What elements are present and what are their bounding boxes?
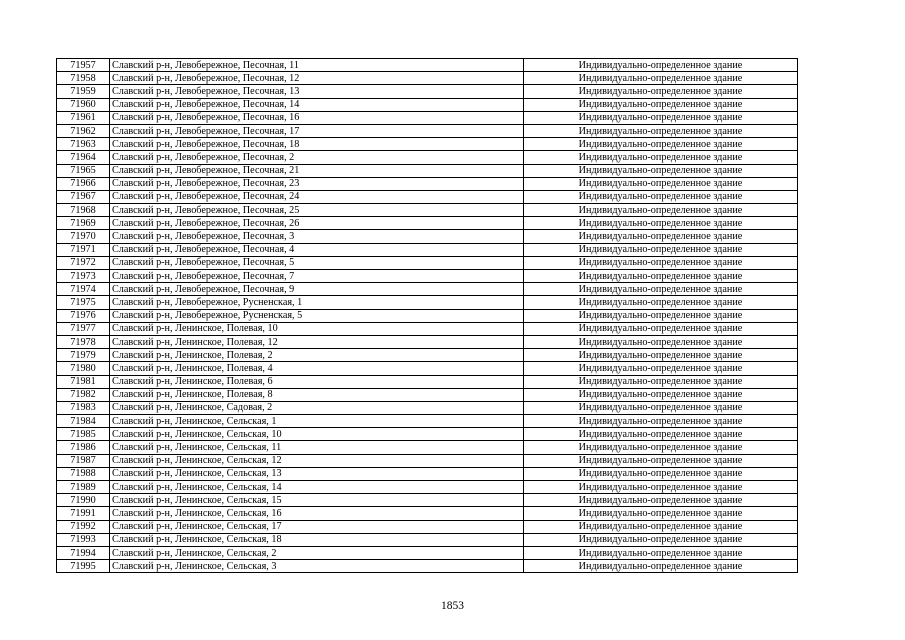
record-id-cell: 71992: [57, 520, 110, 533]
table-row: [57, 362, 798, 375]
record-id-cell: 71991: [57, 507, 110, 520]
object-type-cell: Индивидуально-определенное здание: [524, 243, 798, 256]
table-row: [57, 243, 798, 256]
table-row: [57, 454, 798, 467]
object-type-cell: Индивидуально-определенное здание: [524, 335, 798, 348]
object-type-cell: Индивидуально-определенное здание: [524, 401, 798, 414]
object-type-cell: Индивидуально-определенное здание: [524, 296, 798, 309]
record-id-cell: 71970: [57, 230, 110, 243]
address-cell: Славский р-н, Левобережное, Песочная, 14: [110, 98, 524, 111]
object-type-cell: Индивидуально-определенное здание: [524, 59, 798, 72]
address-cell: Славский р-н, Ленинское, Полевая, 12: [110, 335, 524, 348]
address-cell: Славский р-н, Левобережное, Песочная, 25: [110, 204, 524, 217]
object-type-cell: Индивидуально-определенное здание: [524, 98, 798, 111]
record-id-cell: 71971: [57, 243, 110, 256]
object-type-cell: Индивидуально-определенное здание: [524, 124, 798, 137]
table-row: [57, 230, 798, 243]
record-id-cell: 71967: [57, 190, 110, 203]
table-row: [57, 507, 798, 520]
table-row: [57, 283, 798, 296]
page-number: 1853: [441, 600, 464, 612]
object-type-cell: Индивидуально-определенное здание: [524, 72, 798, 85]
table-row: [57, 441, 798, 454]
table-row: [57, 177, 798, 190]
object-type-cell: Индивидуально-определенное здание: [524, 441, 798, 454]
address-cell: Славский р-н, Левобережное, Песочная, 2: [110, 151, 524, 164]
address-cell: Славский р-н, Ленинское, Сельская, 17: [110, 520, 524, 533]
address-cell: Славский р-н, Ленинское, Сельская, 13: [110, 467, 524, 480]
record-id-cell: 71961: [57, 111, 110, 124]
object-type-cell: Индивидуально-определенное здание: [524, 283, 798, 296]
table-row: [57, 190, 798, 203]
table-row: [57, 59, 798, 72]
address-cell: Славский р-н, Ленинское, Полевая, 4: [110, 362, 524, 375]
address-cell: Славский р-н, Ленинское, Сельская, 1: [110, 415, 524, 428]
address-cell: Славский р-н, Левобережное, Русненская, 5: [110, 309, 524, 322]
address-cell: Славский р-н, Ленинское, Сельская, 15: [110, 494, 524, 507]
property-register-table: [56, 58, 798, 573]
object-type-cell: Индивидуально-определенное здание: [524, 560, 798, 573]
address-cell: Славский р-н, Левобережное, Песочная, 18: [110, 138, 524, 151]
table-row: [57, 296, 798, 309]
table-row: [57, 533, 798, 546]
object-type-cell: Индивидуально-определенное здание: [524, 494, 798, 507]
table-row: [57, 85, 798, 98]
address-cell: Славский р-н, Левобережное, Песочная, 23: [110, 177, 524, 190]
object-type-cell: Индивидуально-определенное здание: [524, 467, 798, 480]
table-row: [57, 546, 798, 559]
address-cell: Славский р-н, Ленинское, Сельская, 18: [110, 533, 524, 546]
record-id-cell: 71993: [57, 533, 110, 546]
record-id-cell: 71958: [57, 72, 110, 85]
table-row: [57, 415, 798, 428]
object-type-cell: Индивидуально-определенное здание: [524, 164, 798, 177]
address-cell: Славский р-н, Левобережное, Песочная, 16: [110, 111, 524, 124]
address-cell: Славский р-н, Левобережное, Песочная, 12: [110, 72, 524, 85]
record-id-cell: 71984: [57, 415, 110, 428]
table-row: [57, 467, 798, 480]
table-row: [57, 256, 798, 269]
object-type-cell: Индивидуально-определенное здание: [524, 309, 798, 322]
table-row: [57, 388, 798, 401]
address-cell: Славский р-н, Ленинское, Сельская, 11: [110, 441, 524, 454]
object-type-cell: Индивидуально-определенное здание: [524, 481, 798, 494]
record-id-cell: 71985: [57, 428, 110, 441]
address-cell: Славский р-н, Левобережное, Русненская, 1: [110, 296, 524, 309]
address-cell: Славский р-н, Левобережное, Песочная, 11: [110, 59, 524, 72]
table-row: [57, 520, 798, 533]
table-row: [57, 349, 798, 362]
record-id-cell: 71964: [57, 151, 110, 164]
table-row: [57, 98, 798, 111]
record-id-cell: 71975: [57, 296, 110, 309]
object-type-cell: Индивидуально-определенное здание: [524, 349, 798, 362]
record-id-cell: 71969: [57, 217, 110, 230]
record-id-cell: 71995: [57, 560, 110, 573]
address-cell: Славский р-н, Ленинское, Сельская, 10: [110, 428, 524, 441]
object-type-cell: Индивидуально-определенное здание: [524, 85, 798, 98]
address-cell: Славский р-н, Левобережное, Песочная, 4: [110, 243, 524, 256]
record-id-cell: 71965: [57, 164, 110, 177]
record-id-cell: 71976: [57, 309, 110, 322]
object-type-cell: Индивидуально-определенное здание: [524, 546, 798, 559]
object-type-cell: Индивидуально-определенное здание: [524, 322, 798, 335]
record-id-cell: 71982: [57, 388, 110, 401]
table-row: [57, 72, 798, 85]
record-id-cell: 71986: [57, 441, 110, 454]
address-cell: Славский р-н, Левобережное, Песочная, 21: [110, 164, 524, 177]
address-cell: Славский р-н, Левобережное, Песочная, 24: [110, 190, 524, 203]
address-cell: Славский р-н, Ленинское, Сельская, 14: [110, 481, 524, 494]
address-cell: Славский р-н, Левобережное, Песочная, 5: [110, 256, 524, 269]
object-type-cell: Индивидуально-определенное здание: [524, 375, 798, 388]
address-cell: Славский р-н, Ленинское, Сельская, 16: [110, 507, 524, 520]
table-row: [57, 401, 798, 414]
table-row: [57, 270, 798, 283]
record-id-cell: 71966: [57, 177, 110, 190]
address-cell: Славский р-н, Ленинское, Сельская, 2: [110, 546, 524, 559]
record-id-cell: 71959: [57, 85, 110, 98]
record-id-cell: 71983: [57, 401, 110, 414]
table-row: [57, 217, 798, 230]
object-type-cell: Индивидуально-определенное здание: [524, 190, 798, 203]
address-cell: Славский р-н, Левобережное, Песочная, 9: [110, 283, 524, 296]
table-row: [57, 494, 798, 507]
record-id-cell: 71981: [57, 375, 110, 388]
object-type-cell: Индивидуально-определенное здание: [524, 520, 798, 533]
record-id-cell: 71957: [57, 59, 110, 72]
address-cell: Славский р-н, Ленинское, Полевая, 10: [110, 322, 524, 335]
object-type-cell: Индивидуально-определенное здание: [524, 217, 798, 230]
object-type-cell: Индивидуально-определенное здание: [524, 415, 798, 428]
record-id-cell: 71960: [57, 98, 110, 111]
object-type-cell: Индивидуально-определенное здание: [524, 388, 798, 401]
address-cell: Славский р-н, Ленинское, Сельская, 12: [110, 454, 524, 467]
table-row: [57, 560, 798, 573]
object-type-cell: Индивидуально-определенное здание: [524, 428, 798, 441]
address-cell: Славский р-н, Левобережное, Песочная, 17: [110, 124, 524, 137]
record-id-cell: 71978: [57, 335, 110, 348]
table-row: [57, 481, 798, 494]
object-type-cell: Индивидуально-определенное здание: [524, 533, 798, 546]
address-cell: Славский р-н, Левобережное, Песочная, 3: [110, 230, 524, 243]
object-type-cell: Индивидуально-определенное здание: [524, 151, 798, 164]
table-row: [57, 111, 798, 124]
table-row: [57, 375, 798, 388]
record-id-cell: 71972: [57, 256, 110, 269]
table-row: [57, 151, 798, 164]
record-id-cell: 71963: [57, 138, 110, 151]
address-cell: Славский р-н, Левобережное, Песочная, 13: [110, 85, 524, 98]
table-row: [57, 309, 798, 322]
object-type-cell: Индивидуально-определенное здание: [524, 507, 798, 520]
record-id-cell: 71994: [57, 546, 110, 559]
object-type-cell: Индивидуально-определенное здание: [524, 230, 798, 243]
property-register-body: [57, 59, 798, 573]
record-id-cell: 71987: [57, 454, 110, 467]
table-row: [57, 138, 798, 151]
record-id-cell: 71990: [57, 494, 110, 507]
record-id-cell: 71988: [57, 467, 110, 480]
table-row: [57, 164, 798, 177]
record-id-cell: 71962: [57, 124, 110, 137]
object-type-cell: Индивидуально-определенное здание: [524, 256, 798, 269]
record-id-cell: 71989: [57, 481, 110, 494]
object-type-cell: Индивидуально-определенное здание: [524, 138, 798, 151]
address-cell: Славский р-н, Ленинское, Полевая, 6: [110, 375, 524, 388]
table-row: [57, 428, 798, 441]
address-cell: Славский р-н, Ленинское, Полевая, 2: [110, 349, 524, 362]
record-id-cell: 71973: [57, 270, 110, 283]
table-row: [57, 124, 798, 137]
record-id-cell: 71979: [57, 349, 110, 362]
record-id-cell: 71968: [57, 204, 110, 217]
record-id-cell: 71974: [57, 283, 110, 296]
record-id-cell: 71980: [57, 362, 110, 375]
table-row: [57, 335, 798, 348]
object-type-cell: Индивидуально-определенное здание: [524, 362, 798, 375]
address-cell: Славский р-н, Ленинское, Садовая, 2: [110, 401, 524, 414]
table-row: [57, 204, 798, 217]
object-type-cell: Индивидуально-определенное здание: [524, 177, 798, 190]
object-type-cell: Индивидуально-определенное здание: [524, 204, 798, 217]
address-cell: Славский р-н, Ленинское, Полевая, 8: [110, 388, 524, 401]
object-type-cell: Индивидуально-определенное здание: [524, 454, 798, 467]
table-row: [57, 322, 798, 335]
address-cell: Славский р-н, Ленинское, Сельская, 3: [110, 560, 524, 573]
address-cell: Славский р-н, Левобережное, Песочная, 26: [110, 217, 524, 230]
object-type-cell: Индивидуально-определенное здание: [524, 111, 798, 124]
record-id-cell: 71977: [57, 322, 110, 335]
address-cell: Славский р-н, Левобережное, Песочная, 7: [110, 270, 524, 283]
object-type-cell: Индивидуально-определенное здание: [524, 270, 798, 283]
